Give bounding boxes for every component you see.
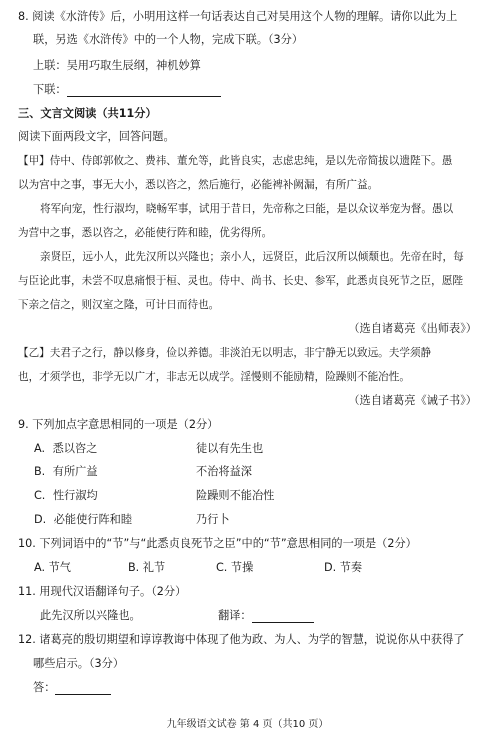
- q11-stem: 11. 用现代汉语翻译句子。（2分）: [18, 585, 187, 598]
- q10-option-b[interactable]: B. 礼节: [128, 561, 166, 574]
- q9-option-a-letter: A.: [34, 442, 46, 455]
- q8-xialian: [33, 83, 221, 97]
- passage-a-p2-l2: 为营中之事，悉以咨之，必能使行阵和睦，优劣得所。: [18, 227, 273, 239]
- q8-line2: 联，另选《水浒传》中的一个人物，完成下联。（3分）: [33, 33, 304, 46]
- q10-option-c[interactable]: C. 节操: [216, 561, 254, 574]
- q12-line2: 哪些启示。（3分）: [33, 657, 125, 670]
- passage-a-source: （选自诸葛亮《出师表》）: [348, 322, 477, 335]
- passage-a-p3-l1: 亲贤臣，远小人，此先汉所以兴隆也；亲小人，远贤臣，此后汉所以倾颓也。先帝在时，每: [40, 251, 464, 263]
- q9-option-d-right: 乃行卜: [196, 513, 230, 526]
- q9-option-c-left: 性行淑均: [52, 489, 98, 502]
- q9-option-c[interactable]: [34, 489, 98, 503]
- section3-heading: 三、文言文阅读（共11分）: [18, 107, 157, 120]
- passage-a-p1-l2: 以为宫中之事，事无大小，悉以咨之，然后施行，必能裨补阙漏，有所广益。: [18, 179, 379, 191]
- q8-line1: 8. 阅读《水浒传》后，小明用这样一句话表达自己对吴用这个人物的理解。请你以此为上: [18, 10, 458, 23]
- q9-option-d[interactable]: [34, 513, 132, 527]
- q12-answer-blank[interactable]: [55, 682, 111, 695]
- passage-b-source: （选自诸葛亮《诫子书》）: [348, 394, 477, 407]
- q9-option-a-left: 悉以咨之: [52, 442, 98, 455]
- q9-option-a-right: 徒以有先生也: [196, 442, 264, 455]
- q10-stem: 10. 下列词语中的“节”与“此悉贞良死节之臣”中的“节”意思相同的一项是（2分）: [18, 537, 417, 550]
- q9-option-d-letter: D.: [34, 513, 47, 526]
- passage-a-p3-l2: 与臣论此事，未尝不叹息痛恨于桓、灵也。侍中、尚书、长史、参军，此悉贞良死节之臣，愿陛: [18, 275, 463, 287]
- q10-option-a[interactable]: A. 节气: [34, 561, 71, 574]
- section3-instruction: 阅读下面两段文字，回答问题。: [18, 130, 175, 143]
- q11-translate-label: 翻译：: [218, 609, 252, 622]
- q12-answer-label: 答：: [33, 681, 56, 694]
- q11-translate-answer-blank[interactable]: [252, 610, 314, 623]
- q9-option-c-right: 险躁则不能冶性: [196, 489, 275, 502]
- passage-b-l1: 【乙】夫君子之行，静以修身，俭以养德。非淡泊无以明志，非宁静无以致远。夫学须静: [18, 347, 432, 359]
- q12-line1: 12. 诸葛亮的殷切期望和谆谆教诲中体现了他为政、为人、为学的智慧，说说你从中获得了: [18, 633, 465, 646]
- passage-a-p3-l3: 下亲之信之，则汉室之隆，可计日而待也。: [18, 299, 220, 311]
- q9-option-b-right: 不治将益深: [196, 465, 252, 478]
- q8-xialian-label: 下联：: [33, 83, 67, 96]
- q8-xialian-answer-blank[interactable]: [67, 84, 221, 97]
- q9-option-b-left: 有所广益: [52, 465, 98, 478]
- passage-a-p1-l1: 【甲】侍中、侍郎郭攸之、费祎、董允等，此皆良实，志虑忠纯，是以先帝简拔以遗陛下。愚: [18, 155, 453, 167]
- q11-translate: [218, 609, 314, 623]
- page-footer: 九年级语文试卷 第 4 页（共10 页）: [166, 719, 329, 730]
- passage-a-p2-l1: 将军向宠，性行淑均，晓畅军事，试用于昔日，先帝称之曰能，是以众议举宠为督。愚以: [40, 203, 454, 215]
- q9-option-a[interactable]: [34, 442, 97, 456]
- q11-sentence: 此先汉所以兴隆也。: [40, 609, 141, 622]
- q9-option-b-letter: B.: [34, 465, 46, 478]
- passage-b-l2: 也，才须学也，非学无以广才，非志无以成学。淫慢则不能励精，险躁则不能冶性。: [18, 371, 410, 383]
- q8-shanglian: 上联：吴用巧取生辰纲，神机妙算: [33, 59, 201, 72]
- q9-stem: 9. 下列加点字意思相同的一项是（2分）: [18, 418, 219, 431]
- q12-answer: [33, 681, 111, 695]
- q9-option-b[interactable]: [34, 465, 98, 479]
- q9-option-c-letter: C.: [34, 489, 46, 502]
- q10-option-d[interactable]: D. 节奏: [324, 561, 363, 574]
- q9-option-d-left: 必能使行阵和睦: [53, 513, 133, 526]
